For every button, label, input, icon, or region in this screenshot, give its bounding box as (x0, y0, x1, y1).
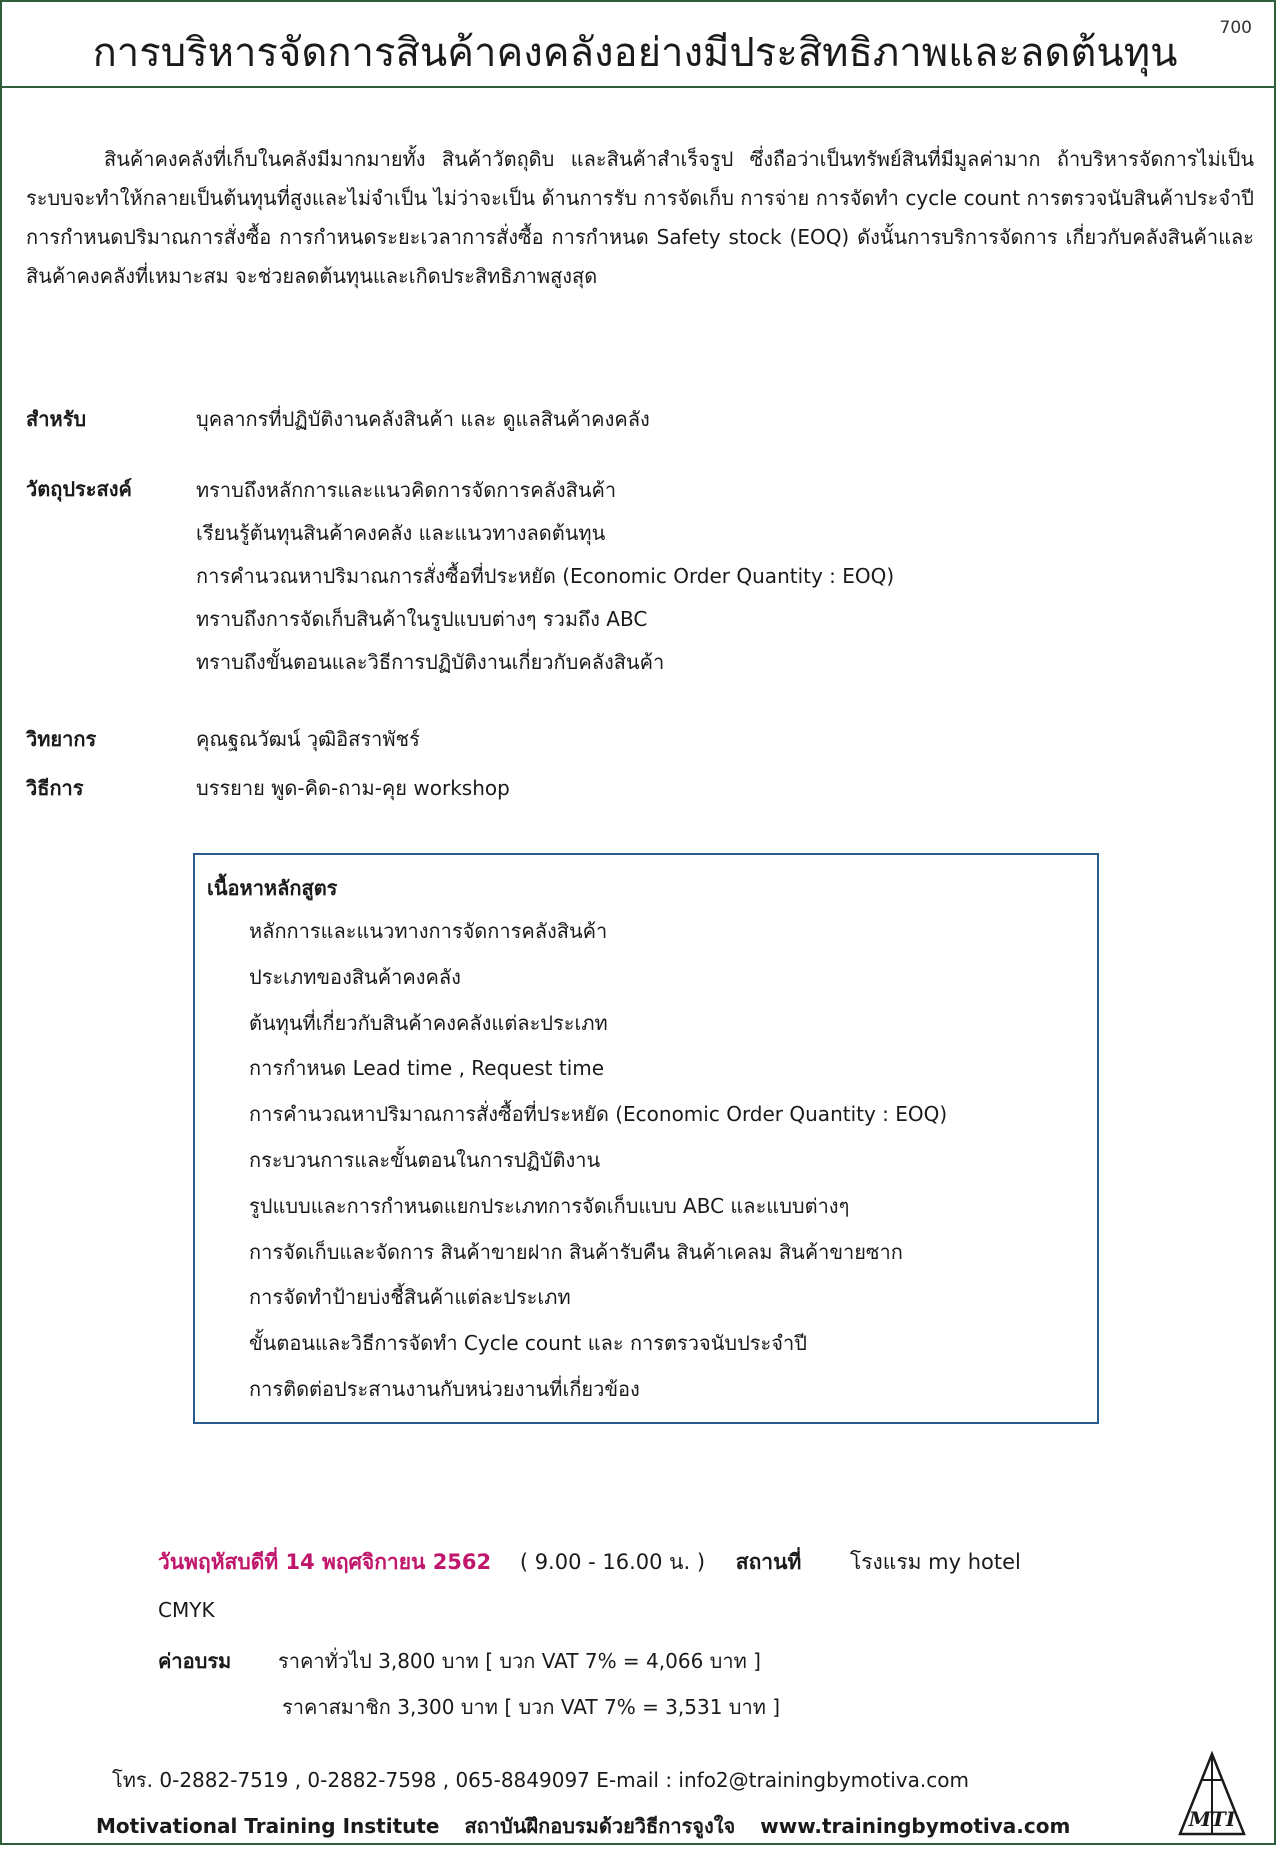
course-content-box (193, 853, 1099, 1424)
mti-logo-icon (1176, 1750, 1248, 1838)
course-time: ( 9.00 - 16.00 น. ) (519, 1550, 706, 1574)
venue-label: สถานที่ (735, 1550, 802, 1574)
fee-label: ค่าอบรม (158, 1649, 232, 1673)
method-value: บรรยาย พูด-คิด-ถาม-คุย workshop (196, 776, 510, 800)
objective-item: ทราบถึงหลักการและแนวคิดการจัดการคลังสินค้า (196, 478, 617, 502)
objectives-label: วัตถุประสงค์ (26, 477, 132, 501)
objective-item: การคำนวณหาปริมาณการสั่งซื้อที่ประหยัด (Economic Order Quantity : EOQ) (196, 564, 895, 588)
org-name-th: สถาบันฝึกอบรมด้วยวิธีการจูงใจ (464, 1814, 736, 1838)
title-bar (0, 0, 1276, 88)
intro-text: สินค้าคงคลังที่เก็บในคลังมีมากมายทั้ง สินค้าวัตถุดิบ และสินค้าสำเร็จรูป ซึ่งถือว่าเป็นทรัพย์สินที่มีมูลค่ามาก ถ้าบริหารจัดการไม่เป็นระบบจะทำให้กลายเป็นต้นทุนที่สูงและไม่จำเป็น ไม่ว่าจะเป็น ด้านการรับ การจัดเก็บ การจ่าย การจัดทำ cycle count การตรวจนับสินค้าประจำปี การกำหนดปริมาณการสั่งซื้อ การกำหนดระยะเวลาการสั่งซื้อ การกำหนด Safety stock (EOQ) ดังนั้นการบริการจัดการ เกี่ยวกับคลังสินค้าและสินค้าคงคลังที่เหมาะสม จะช่วยลดต้นทุนและเกิดประสิทธิภาพสูงสุด (26, 147, 1254, 288)
course-date: วันพฤหัสบดีที่ 14 พฤศจิกายน 2562 (158, 1550, 492, 1574)
content-item: หลักการและแนวทางการจัดการคลังสินค้า (249, 919, 608, 943)
course-content-title: เนื้อหาหลักสูตร (207, 876, 338, 900)
course-content-list (249, 909, 947, 1413)
org-name-en: Motivational Training Institute (96, 1814, 440, 1838)
fee-general: ราคาทั่วไป 3,800 บาท [ บวก VAT 7% = 4,066 บาท ] (278, 1649, 761, 1673)
page-title: การบริหารจัดการสินค้าคงคลังอย่างมีประสิทธิภาพและลดต้นทุน (92, 30, 1178, 76)
content-item: ต้นทุนที่เกี่ยวกับสินค้าคงคลังแต่ละประเภท (249, 1010, 608, 1035)
footer (96, 1810, 1088, 1842)
cmyk-text: CMYK (158, 1598, 215, 1622)
logo-text: MTI (1188, 1807, 1236, 1831)
content-item: ขั้นตอนและวิธีการจัดทำ Cycle count และ การตรวจนับประจำปี (249, 1331, 807, 1356)
venue-value: โรงแรม my hotel (849, 1550, 1021, 1574)
website-link[interactable]: www.trainingbymotiva.com (760, 1814, 1071, 1838)
content-item: การจัดทำป้ายบ่งชี้สินค้าแต่ละประเภท (249, 1285, 571, 1310)
objective-item: เรียนรู้ต้นทุนสินค้าคงคลัง และแนวทางลดต้นทุน (196, 521, 606, 545)
fee-member: ราคาสมาชิก 3,300 บาท [ บวก VAT 7% = 3,531 บาท ] (282, 1695, 781, 1719)
objective-item: ทราบถึงขั้นตอนและวิธีการปฏิบัติงานเกี่ยวกับคลังสินค้า (196, 650, 665, 674)
course-code: 700 (1219, 18, 1252, 38)
content-item: รูปแบบและการกำหนดแยกประเภทการจัดเก็บแบบ ABC และแบบต่างๆ (249, 1193, 850, 1218)
objective-item: ทราบถึงการจัดเก็บสินค้าในรูปแบบต่างๆ รวมถึง ABC (196, 607, 648, 631)
schedule-line (158, 1546, 1021, 1579)
speaker-label: วิทยากร (26, 727, 97, 751)
content-item: การจัดเก็บและจัดการ สินค้าขายฝาก สินค้ารับคืน สินค้าเคลม สินค้าขายซาก (249, 1239, 903, 1264)
method-label: วิธีการ (26, 776, 84, 800)
for-label: สำหรับ (26, 407, 87, 431)
intro-paragraph (26, 140, 1254, 296)
speaker-value: คุณฐณวัฒน์ วุฒิอิสราพัชร์ (196, 727, 420, 751)
content-item: การติดต่อประสานงานกับหน่วยงานที่เกี่ยวข้อง (249, 1376, 640, 1401)
contact-line: โทร. 0-2882-7519 , 0-2882-7598 , 065-8849097 E-mail : info2@trainingbymotiva.com (112, 1768, 969, 1792)
content-item: กระบวนการและขั้นตอนในการปฏิบัติงาน (249, 1147, 601, 1172)
fee-block (158, 1645, 781, 1719)
content-item: การกำหนด Lead time , Request time (249, 1056, 605, 1081)
content-item: ประเภทของสินค้าคงคลัง (249, 964, 461, 989)
content-item: การคำนวณหาปริมาณการสั่งซื้อที่ประหยัด (Economic Order Quantity : EOQ) (249, 1102, 948, 1127)
for-value: บุคลากรที่ปฏิบัติงานคลังสินค้า และ ดูแลสินค้าคงคลัง (196, 407, 650, 431)
objectives-list (196, 469, 894, 684)
